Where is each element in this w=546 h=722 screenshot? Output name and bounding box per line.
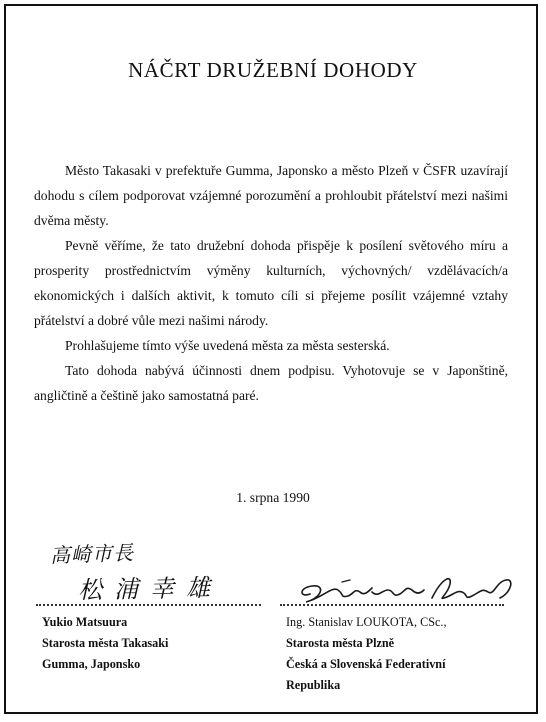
handwritten-czech-signature: [292, 568, 522, 608]
signatory-left-place: Gumma, Japonsko: [42, 657, 141, 671]
document-date: 1. srpna 1990: [236, 490, 310, 505]
signature-line-right: [280, 604, 504, 606]
signature-line-left: [36, 604, 261, 606]
signatory-right-country-line2: Republika: [286, 678, 341, 692]
paragraph-4: Tato dohoda nabývá účinnosti dnem podpisu. Vyhotovuje se v Japonštině, angličtině a češtině jako samostatná paré.: [34, 363, 508, 403]
signatory-left: [42, 612, 168, 675]
signatory-right-name: Ing. Stanislav LOUKOTA, CSc.,: [286, 615, 447, 629]
paragraph-2: Pevně věříme, že tato družební dohoda přispěje k posílení světového míru a prosperity prostřednictvím výměny kulturních, výchovných/ vzdělávacích/a ekonomických i dalších aktivit, k tomuto cíli si přejeme posílit vzájemné vztahy přátelství a dobré vůle mezi našimi národy.: [34, 238, 508, 328]
signatory-right-country-line1: Česká a Slovenská Federativní: [286, 657, 446, 671]
signatory-right-role: Starosta města Plzně: [286, 636, 395, 650]
paragraph-1: Město Takasaki v prefektuře Gumma, Japonsko a město Plzeň v ČSFR uzavírají dohodu s cílem podporovat vzájemné porozumění a prohloubit přátelství mezi našimi dvěma městy.: [34, 163, 508, 228]
handwritten-japanese-signature: 松浦幸雄: [77, 573, 223, 605]
signatory-left-name: Yukio Matsuura: [42, 615, 128, 629]
handwritten-mayor-title: 高崎市長: [49, 540, 135, 568]
document-body: [34, 158, 508, 408]
paragraph-3: Prohlašujeme tímto výše uvedená města za města sesterská.: [65, 338, 390, 353]
signatory-left-role: Starosta města Takasaki: [42, 636, 169, 650]
signatory-right: [286, 612, 447, 696]
document-title: NÁČRT DRUŽEBNÍ DOHODY: [128, 58, 418, 82]
